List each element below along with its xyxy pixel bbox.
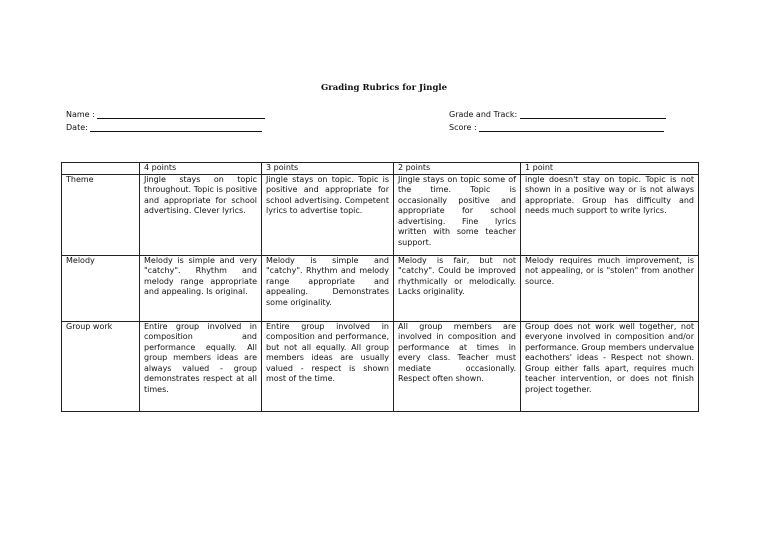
header-cell-2-points: 2 points	[394, 163, 521, 175]
grade-track-blank-line[interactable]	[520, 110, 666, 119]
table-cell: Jingle stays on topic some of the time. Topic is occasionally positive and appropriate for school advertising. Fine lyrics written with some teacher support.	[394, 174, 521, 255]
table-cell: Melody is simple and very "catchy". Rhythm and melody range appropriate and appealing. Is original.	[140, 255, 262, 321]
page-title: Grading Rubrics for Jingle	[320, 83, 448, 93]
row-label-group-work: Group work	[62, 321, 140, 411]
table-cell: Melody is simple and "catchy". Rhythm and melody range appropriate and appealing. Demonstrates some originality.	[262, 255, 394, 321]
grade-track-field	[449, 110, 666, 119]
table-cell: ingle doesn't stay on topic. Topic is not shown in a positive way or is not always appropriate. Group has difficulty and needs much support to write lyrics.	[521, 174, 699, 255]
row-label-melody: Melody	[62, 255, 140, 321]
rubric-table	[61, 162, 699, 412]
grade-track-label: Grade and Track:	[449, 110, 518, 119]
table-cell: Entire group involved in composition and performance equally. All group members ideas are always valued - group demonstrates respect at all times.	[140, 321, 262, 411]
header-cell-4-points: 4 points	[140, 163, 262, 175]
table-row	[62, 255, 699, 321]
header-cell-criteria	[62, 163, 140, 175]
table-cell: All group members are involved in composition and performance at times in every class. Teacher must mediate occasionally. Respect often shown.	[394, 321, 521, 411]
name-label: Name :	[66, 110, 95, 119]
table-cell: Melody is fair, but not "catchy". Could be improved rhythmically or melodically. Lacks originality.	[394, 255, 521, 321]
score-field	[449, 123, 664, 132]
table-cell: Group does not work well together, not everyone involved in composition and/or performance. Group members undervalue eachothers' ideas - Respect not shown. Group either falls apart, requires much teacher intervention, or does not finish project together.	[521, 321, 699, 411]
table-header-row	[62, 163, 699, 175]
name-blank-line[interactable]	[97, 110, 265, 119]
table-cell: Melody requires much improvement, is not appealing, or is "stolen" from another source.	[521, 255, 699, 321]
header-cell-3-points: 3 points	[262, 163, 394, 175]
name-field	[66, 110, 265, 119]
table-row	[62, 174, 699, 255]
table-cell: Jingle stays on topic throughout. Topic is positive and appropriate for school advertising. Clever lyrics.	[140, 174, 262, 255]
date-label: Date:	[66, 123, 88, 132]
table-row	[62, 321, 699, 411]
row-label-theme: Theme	[62, 174, 140, 255]
table-cell: Jingle stays on topic. Topic is positive and appropriate for school advertising. Competent lyrics to advertise topic.	[262, 174, 394, 255]
score-blank-line[interactable]	[479, 123, 664, 132]
date-blank-line[interactable]	[90, 123, 262, 132]
table-cell: Entire group involved in composition and performance, but not all equally. All group members ideas are usually valued - respect is shown most of the time.	[262, 321, 394, 411]
score-label: Score :	[449, 123, 477, 132]
header-cell-1-point: 1 point	[521, 163, 699, 175]
date-field	[66, 123, 262, 132]
